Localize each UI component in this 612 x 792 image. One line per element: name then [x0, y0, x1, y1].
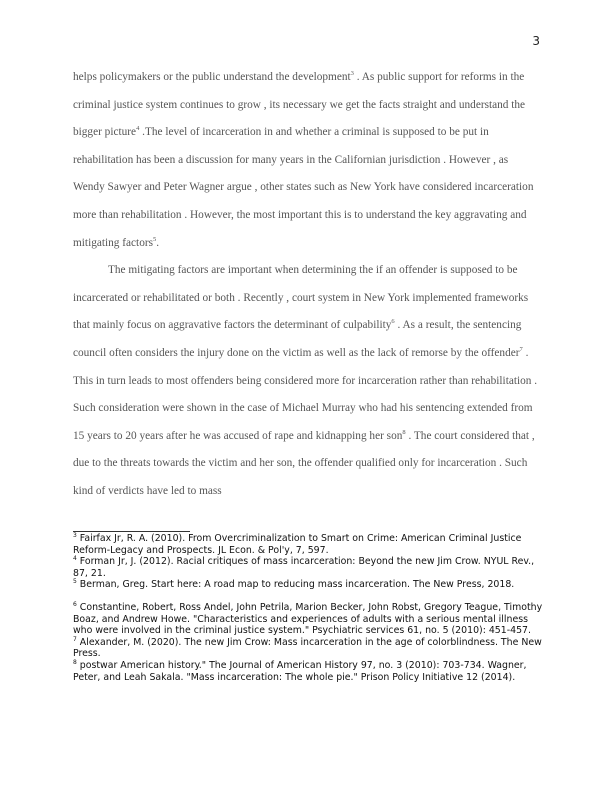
- footnote-text: Berman, Greg. Start here: A road map to reducing mass incarceration. The New Press, 2018.: [76, 579, 515, 591]
- paragraph-text: The mitigating factors are important when determining the if an offender is supposed to be incarcerated or rehabilitated or both . Recently , court system in New York implemented frameworks that mainly focus on aggravative factors the determinant of culpability: [73, 264, 529, 332]
- footnote-number: 5: [73, 578, 77, 586]
- paragraph-text: helps policymakers or the public understand the development: [73, 71, 351, 83]
- footnote-reference: 4: [136, 125, 140, 133]
- footnote: [73, 533, 543, 556]
- footnote-text: Constantine, Robert, Ross Andel, John Petrila, Marion Becker, John Robst, Gregory Teague, Timothy Boaz, and Andrew Howe. "Characteristics and experiences of adults with a serious mental illness who were involved in the criminal justice system." Psychiatric services 61, no. 5 (2010): 451-457.: [73, 601, 543, 637]
- body-paragraph: [73, 64, 541, 257]
- footnote-reference: 3: [350, 70, 354, 78]
- footnote-text: Forman Jr, J. (2012). Racial critiques of mass incarceration: Beyond the new Jim Crow. NYUL Rev., 87, 21.: [73, 556, 535, 579]
- paragraph-text: .: [156, 236, 160, 249]
- footnote-reference: 7: [519, 346, 523, 354]
- paragraph-text: .The level of incarceration in and whether a criminal is supposed to be put in rehabilitation has been a discussion for many years in the Californian jurisdiction . However , as Wendy Sawyer and Peter Wagner argue , other states such as New York have considered incarceration more than rehabilitation . However, the most important this is to understand the key aggravating and mitigating factors: [73, 126, 534, 249]
- footnote-number: 3: [73, 531, 77, 539]
- paragraph-text: . This in turn leads to most offenders being considered more for incarceration rather than rehabilitation . Such consideration were shown in the case of Michael Murray who had his sentencing extended from 15 years to 20 years after he was accused of rape and kidnapping her son: [73, 346, 538, 442]
- footnote-number: 4: [73, 555, 77, 563]
- paragraph-text: . The court considered that , due to the threats towards the victim and her son, the offender qualified only for incarceration . Such kind of verdicts have led to mass: [73, 429, 535, 497]
- footnote-text: Alexander, M. (2020). The new Jim Crow: Mass incarceration in the age of colorblindness. The New Press.: [73, 636, 542, 660]
- footnote: [73, 556, 543, 579]
- footnote-reference: 6: [391, 318, 395, 326]
- paragraph-text: . As public support for reforms in the criminal justice system continues to grow , its necessary we get the facts straight and understand the bigger picture: [73, 71, 526, 139]
- paragraph-text: . As a result, the sentencing council often considers the injury done on the victim as well as the lack of remorse by the offender: [73, 319, 522, 359]
- footnote-number: 7: [73, 635, 77, 643]
- footnote: [73, 602, 543, 637]
- footnote: [73, 660, 543, 683]
- footnote-separator: [73, 531, 190, 532]
- footnote-text: Fairfax Jr, R. A. (2010). From Overcriminalization to Smart on Crime: American Criminal Justice Reform-Legacy and Prospects. JL Econ. & Pol'y, 7, 597.: [73, 533, 522, 556]
- body-paragraph: [73, 257, 541, 505]
- footnote-number: 8: [73, 658, 77, 666]
- body-text: [73, 64, 541, 506]
- footnotes: [73, 533, 543, 683]
- footnote: [73, 579, 543, 591]
- footnote-reference: 5: [153, 235, 157, 243]
- footnote: [73, 637, 543, 660]
- footnote-text: postwar American history." The Journal of American History 97, no. 3 (2010): 703-734. Wagner, Peter, and Leah Sakala. "Mass incarceration: The whole pie." Prison Policy Initiative 12 (2014).: [73, 659, 527, 683]
- footnote-reference: 8: [402, 428, 406, 436]
- page-number: 3: [532, 34, 540, 48]
- footnote-number: 6: [73, 600, 77, 608]
